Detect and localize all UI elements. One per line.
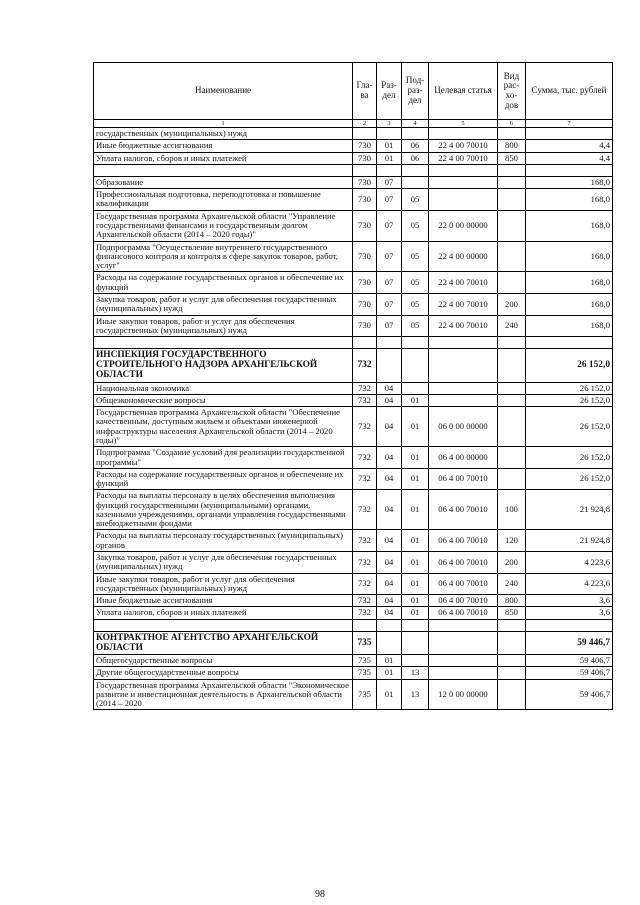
cell-glava: 732 [353,530,377,552]
cell-sum [526,337,613,349]
cell-podrazdel: 01 [402,447,429,469]
cell-sum [526,164,613,176]
blank-row [94,164,613,176]
cell-target: 06 4 00 70010 [429,607,498,619]
cell-sum [526,619,613,631]
table-row [94,573,613,595]
cell-razdel: 07 [377,241,402,272]
cell-podrazdel: 01 [402,394,429,406]
cell-podrazdel: 06 [402,152,429,164]
cell-vid [498,468,526,490]
table-row [94,679,613,710]
cell-podrazdel: 01 [402,468,429,490]
cell-razdel [377,337,402,349]
cell-target: 06 4 00 70010 [429,552,498,574]
cell-name: Профессиональная подготовка, переподготовка и повышение квалификации [94,189,353,211]
column-number-row [94,120,613,128]
column-number: 6 [498,120,526,128]
cell-target: 22 0 00 00000 [429,210,498,241]
cell-razdel: 04 [377,573,402,595]
cell-name: Иные закупки товаров, работ и услуг для обеспечения государственных (муниципальных) нужд [94,315,353,337]
cell-sum: 26 152,0 [526,394,613,406]
cell-podrazdel: 01 [402,407,429,447]
cell-vid: 200 [498,552,526,574]
cell-glava: 732 [353,595,377,607]
cell-name [94,337,353,349]
cell-name: Национальная экономика [94,382,353,394]
column-number: 5 [429,120,498,128]
cell-razdel: 04 [377,468,402,490]
cell-razdel: 07 [377,272,402,294]
table-row [94,189,613,211]
cell-glava: 732 [353,382,377,394]
cell-vid: 800 [498,140,526,152]
cell-sum: 26 152,0 [526,407,613,447]
header-glava: Гла-ва [353,63,377,120]
cell-target [429,619,498,631]
cell-sum: 59 446,7 [526,631,613,654]
cell-sum: 168,0 [526,293,613,315]
cell-target [429,667,498,679]
table-row [94,490,613,530]
cell-name [94,619,353,631]
cell-razdel: 07 [377,315,402,337]
cell-name: Государственная программа Архангельской области "Обеспечение качественным, доступным жильем и объектами инженерной инфраструктуры населения Архангельской области (2014 – 2020 годы)" [94,407,353,447]
cell-podrazdel: 01 [402,607,429,619]
cell-glava: 735 [353,655,377,667]
column-number: 3 [377,120,402,128]
cell-name [94,164,353,176]
cell-glava [353,337,377,349]
cell-glava: 732 [353,607,377,619]
page-number: 98 [315,889,325,900]
cell-razdel: 01 [377,152,402,164]
cell-target: 06 4 00 70010 [429,573,498,595]
cell-razdel: 07 [377,176,402,188]
cell-podrazdel: 01 [402,552,429,574]
cell-glava: 730 [353,315,377,337]
cell-razdel: 04 [377,595,402,607]
table-row [94,315,613,337]
cell-sum: 4,4 [526,152,613,164]
cell-sum: 4,4 [526,140,613,152]
cell-name: Расходы на выплаты персоналу государственных (муниципальных) органов [94,530,353,552]
cell-vid [498,631,526,654]
cell-glava: 730 [353,241,377,272]
cell-vid [498,407,526,447]
cell-name: Расходы на содержание государственных органов и обеспечение их функций [94,468,353,490]
table-row [94,655,613,667]
cell-glava: 732 [353,552,377,574]
cell-sum: 59 406,7 [526,667,613,679]
cell-glava: 732 [353,468,377,490]
cell-sum: 26 152,0 [526,349,613,382]
cell-vid [498,447,526,469]
cell-razdel: 04 [377,382,402,394]
table-row [94,176,613,188]
cell-sum: 26 152,0 [526,468,613,490]
cell-podrazdel [402,631,429,654]
cell-podrazdel: 01 [402,530,429,552]
cell-glava: 732 [353,490,377,530]
cell-name: Подпрограмма "Создание условий для реализации государственной программы" [94,447,353,469]
cell-glava: 735 [353,679,377,710]
cell-sum: 168,0 [526,241,613,272]
cell-podrazdel: 05 [402,315,429,337]
cell-glava: 730 [353,293,377,315]
cell-vid [498,272,526,294]
cell-target [429,128,498,140]
table-row [94,293,613,315]
cell-sum: 3,6 [526,607,613,619]
cell-vid [498,241,526,272]
table-row [94,607,613,619]
cell-target [429,176,498,188]
cell-glava: 732 [353,573,377,595]
cell-vid: 850 [498,152,526,164]
cell-name: Государственная программа Архангельской области "Управление государственными финансами и государственным долгом Архангельской области (2014 – 2020 годы)" [94,210,353,241]
header-vid: Вид рас-хо-дов [498,63,526,120]
cell-target: 06 4 00 70010 [429,530,498,552]
cell-sum: 4 223,6 [526,573,613,595]
table-row [94,210,613,241]
cell-sum: 59 406,7 [526,679,613,710]
cell-razdel: 04 [377,552,402,574]
cell-glava [353,619,377,631]
cell-podrazdel: 06 [402,140,429,152]
cell-sum: 59 406,7 [526,655,613,667]
cell-vid: 100 [498,490,526,530]
cell-vid [498,394,526,406]
cell-podrazdel [402,176,429,188]
cell-podrazdel [402,337,429,349]
table-row [94,595,613,607]
cell-vid [498,337,526,349]
cell-podrazdel [402,164,429,176]
column-number: 7 [526,120,613,128]
cell-target: 22 4 00 70010 [429,293,498,315]
cell-sum: 168,0 [526,315,613,337]
cell-podrazdel [402,349,429,382]
cell-vid [498,210,526,241]
cell-podrazdel [402,655,429,667]
cell-name: Уплата налогов, сборов и иных платежей [94,152,353,164]
column-number: 4 [402,120,429,128]
table-row [94,241,613,272]
cell-podrazdel: 01 [402,573,429,595]
table-row [94,382,613,394]
cell-glava [353,164,377,176]
cell-sum: 168,0 [526,272,613,294]
cell-vid [498,655,526,667]
cell-razdel [377,631,402,654]
cell-glava: 730 [353,189,377,211]
table-row [94,152,613,164]
cell-podrazdel: 05 [402,189,429,211]
header-row [94,63,613,120]
cell-podrazdel: 05 [402,210,429,241]
cell-target: 22 4 00 70010 [429,140,498,152]
table-body [94,63,613,710]
cell-razdel [377,619,402,631]
cell-target [429,631,498,654]
cell-target: 22 4 00 70010 [429,272,498,294]
cell-target: 06 4 00 70010 [429,595,498,607]
cell-glava: 732 [353,447,377,469]
cell-name: Подпрограмма "Осуществление внутреннего государственного финансового контроля и контроля в сфере закупок товаров, работ, услуг" [94,241,353,272]
cell-name: Общегосударственные вопросы [94,655,353,667]
cell-vid [498,382,526,394]
cell-name: Иные бюджетные ассигнования [94,595,353,607]
cell-target [429,394,498,406]
cell-glava: 732 [353,407,377,447]
cell-glava: 730 [353,176,377,188]
cell-sum: 21 924,8 [526,530,613,552]
cell-razdel: 01 [377,667,402,679]
cell-vid: 240 [498,315,526,337]
table-row [94,447,613,469]
cell-target [429,189,498,211]
cell-podrazdel: 01 [402,595,429,607]
cell-name: ИНСПЕКЦИЯ ГОСУДАРСТВЕННОГО СТРОИТЕЛЬНОГО НАДЗОРА АРХАНГЕЛЬСКОЙ ОБЛАСТИ [94,349,353,382]
cell-razdel: 04 [377,447,402,469]
cell-razdel [377,349,402,382]
cell-razdel [377,128,402,140]
cell-name: Закупка товаров, работ и услуг для обеспечения государственных (муниципальных) нужд [94,293,353,315]
cell-vid: 850 [498,607,526,619]
cell-podrazdel [402,619,429,631]
cell-target: 22 4 00 00000 [429,241,498,272]
cell-razdel: 01 [377,679,402,710]
cell-vid: 120 [498,530,526,552]
cell-target: 06 4 00 70010 [429,490,498,530]
header-target: Целевая статья [429,63,498,120]
organization-row [94,349,613,382]
blank-row [94,619,613,631]
cell-vid [498,619,526,631]
cell-vid [498,667,526,679]
cell-name: Общеэкономические вопросы [94,394,353,406]
cell-razdel: 07 [377,189,402,211]
cell-vid [498,176,526,188]
cell-razdel: 01 [377,140,402,152]
table-row [94,552,613,574]
cell-podrazdel: 01 [402,490,429,530]
organization-row [94,631,613,654]
blank-row [94,337,613,349]
cell-sum [526,128,613,140]
cell-podrazdel: 05 [402,272,429,294]
cell-glava: 730 [353,140,377,152]
header-sum: Сумма, тыс. рублей [526,63,613,120]
table-row [94,394,613,406]
header-razdel: Раз-дел [377,63,402,120]
table-row [94,140,613,152]
cell-name: Закупка товаров, работ и услуг для обеспечения государственных (муниципальных) нужд [94,552,353,574]
cell-target [429,164,498,176]
cell-name: Расходы на выплаты персоналу в целях обеспечения выполнения функций государственными (муниципальными) органами, казенными учреждениями, органами управления государственными внебюджетными фондами [94,490,353,530]
cell-razdel: 04 [377,394,402,406]
cell-name: Государственная программа Архангельской области "Экономическое развитие и инвестиционная деятельность в Архангельской области (2014 – 2020 [94,679,353,710]
cell-target [429,349,498,382]
cell-podrazdel: 13 [402,679,429,710]
cell-vid [498,189,526,211]
cell-vid [498,164,526,176]
cell-name: Другие общегосударственные вопросы [94,667,353,679]
cell-sum: 168,0 [526,176,613,188]
budget-table [93,62,613,710]
cell-name: Иные бюджетные ассигнования [94,140,353,152]
table-row [94,128,613,140]
cell-name: Уплата налогов, сборов и иных платежей [94,607,353,619]
cell-razdel: 04 [377,607,402,619]
cell-podrazdel: 05 [402,241,429,272]
header-name: Наименование [94,63,353,120]
table-row [94,468,613,490]
cell-target: 06 4 00 00000 [429,447,498,469]
cell-podrazdel [402,382,429,394]
cell-vid: 240 [498,573,526,595]
cell-target: 22 4 00 70010 [429,152,498,164]
cell-razdel: 04 [377,407,402,447]
cell-sum: 168,0 [526,210,613,241]
cell-vid: 800 [498,595,526,607]
cell-sum: 26 152,0 [526,382,613,394]
cell-glava: 732 [353,394,377,406]
cell-name: КОНТРАКТНОЕ АГЕНТСТВО АРХАНГЕЛЬСКОЙ ОБЛАСТИ [94,631,353,654]
cell-sum: 21 924,8 [526,490,613,530]
cell-sum: 168,0 [526,189,613,211]
cell-sum: 4 223,6 [526,552,613,574]
cell-razdel: 07 [377,210,402,241]
cell-name: Иные закупки товаров, работ и услуг для обеспечения государственных (муниципальных) нужд [94,573,353,595]
cell-razdel: 04 [377,530,402,552]
table-row [94,272,613,294]
cell-sum: 26 152,0 [526,447,613,469]
column-number: 1 [94,120,353,128]
cell-target [429,382,498,394]
column-number: 2 [353,120,377,128]
cell-name: Расходы на содержание государственных органов и обеспечение их функций [94,272,353,294]
cell-target: 06 4 00 70010 [429,468,498,490]
cell-razdel [377,164,402,176]
cell-glava: 730 [353,210,377,241]
cell-glava: 732 [353,349,377,382]
table-row [94,407,613,447]
cell-sum: 3,6 [526,595,613,607]
cell-target [429,337,498,349]
cell-glava [353,128,377,140]
cell-vid [498,128,526,140]
cell-vid [498,679,526,710]
cell-vid: 200 [498,293,526,315]
header-podrazdel: Под-раз-дел [402,63,429,120]
cell-vid [498,349,526,382]
cell-glava: 735 [353,631,377,654]
cell-target: 12 0 00 00000 [429,679,498,710]
cell-target [429,655,498,667]
cell-glava: 735 [353,667,377,679]
cell-name: Образование [94,176,353,188]
cell-target: 06 0 00 00000 [429,407,498,447]
cell-podrazdel: 13 [402,667,429,679]
table-row [94,667,613,679]
cell-name: государственных (муниципальных) нужд [94,128,353,140]
cell-glava: 730 [353,152,377,164]
cell-razdel: 01 [377,655,402,667]
table-row [94,530,613,552]
cell-razdel: 04 [377,490,402,530]
cell-razdel: 07 [377,293,402,315]
cell-podrazdel: 05 [402,293,429,315]
cell-glava: 730 [353,272,377,294]
cell-podrazdel [402,128,429,140]
cell-target: 22 4 00 70010 [429,315,498,337]
